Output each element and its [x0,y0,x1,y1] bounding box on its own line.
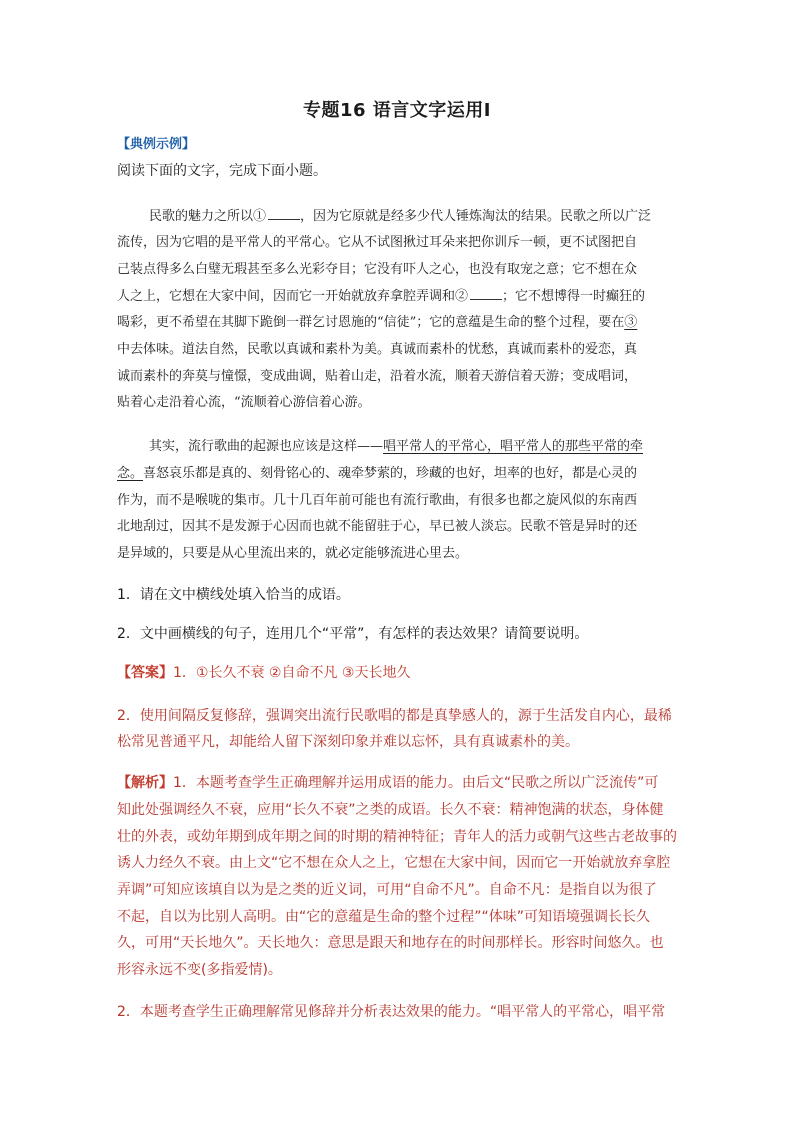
passage-line: 流传，因为它唱的是平常人的平常心。它从不试图揪过耳朵来把你训斥一顿，更不试图把自 [117,235,638,250]
passage-line: 北地刮过，因其不是发源于心因而也就不能留驻于心，早已被人淡忘。民歌不管是异时的还 [117,519,638,534]
analysis-line [117,852,670,872]
answer-line [117,662,410,682]
analysis-text: 2．本题考查学生正确理解常见修辞并分析表达效果的能力。“唱平常人的平常心，唱平常 [117,1004,666,1020]
passage-line: 中去体味。道法自然，民歌以真诚和素朴为美。真诚而素朴的忧愁，真诚而素朴的爱恋，真 [117,342,638,357]
passage-text: ，因为它原就是经多少代人锤炼淘汰的结果。民歌之所以广泛 [300,209,652,224]
section-label: 【典例示例】 [117,137,196,152]
fill-blank [470,287,502,300]
analysis-text: 不起，自以为比别人高明。由 [117,909,299,925]
passage-text: 其实，流行歌曲的起源也应该是这样—— [149,439,384,454]
analysis-text: 形容永远不变(多指爱情)。 [117,962,282,978]
question-1: 1．请在文中横线处填入恰当的成语。 [117,587,350,603]
passage-line: 贴着心走沿着心流，“流顺着心游信着心游。 [117,395,371,410]
passage-text: 喜怒哀乐都是真的、刻骨铭心的、魂牵梦萦的，珍藏的也好，坦率的也好，都是心灵的 [143,466,638,481]
passage-line: 诚而素朴的奔莫与憧憬，变成曲调，贴着山走，沿着水流，顺着天游信着天游；变成唱词， [117,369,638,384]
answer-label: 【答案】 [117,665,173,681]
blank-number: ① [253,209,267,224]
analysis-text: 1．本题考查学生正确理解并运用成语的能力。由后文“民歌之所以广泛流传”可 [173,775,659,791]
blank-number: ③ [624,315,638,330]
analysis-line [117,906,650,926]
analysis-text: 久，可用“天长地久”。天长地久：意思是跟天和地存在的时间那样长。形容时间悠久。也 [117,935,664,951]
answer-text: 2．使用间隔反复修辞，强调突出流行民歌唱的都是真挚感人的，源于生活发自内心，最稀 [117,708,672,724]
analysis-text: 它想在大家中间，因而它一开始就放弃拿腔 [404,855,671,871]
quoted-text: “它的意蕴是生命的整个过程”“体味” [299,909,525,925]
passage-text: 人之上，它想在大家中间，因而它一开始就放弃拿腔弄调和 [117,289,456,304]
analysis-text: 诱人力经久不衰。由上文 [117,855,271,871]
fill-blank [268,207,300,220]
passage-line [117,311,637,330]
analysis-label: 【解析】 [117,775,173,791]
passage-line [117,285,645,304]
blank-number: ② [455,289,469,304]
page-title: 专题16 语言文字运用Ⅰ [302,100,491,121]
analysis-text: 可知语境强调长长久 [524,909,651,925]
answer-text: 1．①长久不衰 ②自命不凡 ③天长地久 [173,665,411,681]
underlined-sentence: 念。 [117,466,144,481]
analysis-line [117,772,658,792]
instruction-text: 阅读下面的文字，完成下面小题。 [117,163,327,179]
analysis-text: 弄调”可知应该填自以为是之类的近义词，可用“自命不凡”。自命不凡：是指自以为很了 [117,882,657,898]
quoted-text: “它不想在众人之上， [271,855,405,871]
analysis-text: 知此处强调经久不衰，应用“长久不衰”之类的成语。长久不衰：精神饱满的状态，身体健 [117,802,664,818]
passage-line [117,462,637,481]
analysis-text: 壮的外表，或幼年期到成年期之间的时期的精神特征；青年人的活力或朝气这些古老故事的 [117,829,677,845]
passage-text: ；它不想博得一时癫狂的 [502,289,646,304]
passage-text: 喝彩，更不希望在其脚下跪倒一群乞讨恩施的“信徒”；它的意蕴是生命的整个过程，要在 [117,315,625,330]
passage-text: 民歌的魅力之所以 [149,209,254,224]
passage-line: 是异域的，只要是从心里流出来的，就必定能够流进心里去。 [117,546,469,561]
answer-text: 松常见普通平凡，却能给人留下深刻印象并难以忘怀，具有真诚素朴的美。 [117,734,579,750]
underlined-sentence: 唱平常人的平常心，唱平常人的那些平常的牵 [383,439,644,454]
passage-line: 作为，而不是喉咙的集市。几十几百年前可能也有流行歌曲，有很多也都之旋风似的东南西 [117,493,638,508]
passage-line [149,205,651,224]
passage-line: 己装点得多么白璧无瑕甚至多么光彩夺目；它没有吓人之心，也没有取宠之意；它不想在众 [117,262,638,277]
passage-line [149,435,643,454]
question-2: 2．文中画横线的句子，连用几个“平常”，有怎样的表达效果？请简要说明。 [117,626,589,642]
